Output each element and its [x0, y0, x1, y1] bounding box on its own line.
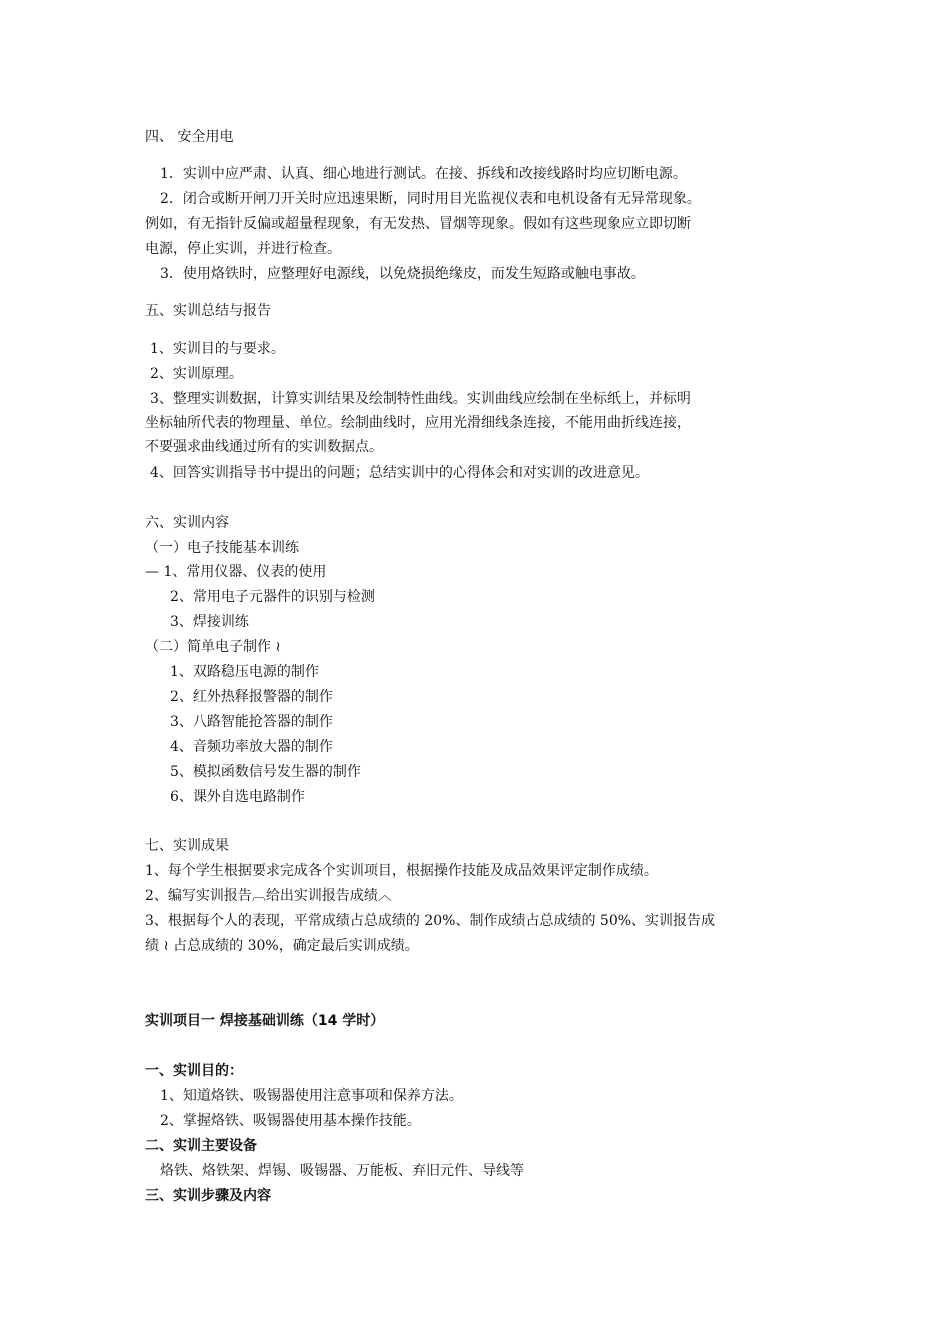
- section-7-item-3-cont: 绩 ≀ 占总成绩的 30%，确定最后实训成绩。: [145, 938, 419, 954]
- project-heading-2-text: 烙铁、烙铁架、焊锡、吸锡器、万能板、弃旧元件、导线等: [160, 1163, 524, 1179]
- section-6-group-2-item-1: 1、双路稳压电源的制作: [170, 664, 319, 680]
- section-6-group-2-item-6: 6、课外自选电路制作: [170, 789, 305, 805]
- project-title: 实训项目一 焊接基础训练（14 学时）: [145, 1013, 385, 1029]
- section-4-heading: 四、 安全用电: [145, 129, 234, 145]
- section-6-heading: 六、实训内容: [145, 515, 229, 531]
- project-heading-1-item-2: 2、掌握烙铁、吸锡器使用基本操作技能。: [160, 1113, 421, 1129]
- section-5-item-1: 1、实训目的与要求。: [150, 341, 285, 357]
- section-4-item-3: 3．使用烙铁时，应整理好电源线，以免烧损绝缘皮，而发生短路或触电事故。: [160, 266, 645, 282]
- section-6-group-2: （二）简单电子制作 ≀: [145, 639, 281, 655]
- section-5-heading: 五、实训总结与报告: [145, 303, 271, 319]
- section-5-item-4: 4、回答实训指导书中提出的问题；总结实训中的心得体会和对实训的改进意见。: [150, 465, 649, 481]
- section-5-item-3-cont: 不要强求曲线通过所有的实训数据点。: [145, 439, 383, 455]
- section-5-item-2: 2、实训原理。: [150, 366, 243, 382]
- section-7-item-1: 1、每个学生根据要求完成各个实训项目，根据操作技能及成品效果评定制作成绩。: [145, 863, 658, 879]
- section-6-group-2-item-2: 2、红外热释报警器的制作: [170, 689, 333, 705]
- section-6-group-1-item-3: 3、焊接训练: [170, 614, 249, 630]
- section-7-item-3: 3、根据每个人的表现，平常成绩占总成绩的 20%、制作成绩占总成绩的 50%、实训报告成: [145, 913, 716, 929]
- section-6-group-1: （一）电子技能基本训练: [145, 540, 299, 556]
- section-4-item-2-cont: 例如，有无指针反偏或超量程现象，有无发热、冒烟等现象。假如有这些现象应立即切断: [145, 216, 691, 232]
- project-heading-2: 二、实训主要设备: [145, 1138, 257, 1154]
- section-6-group-2-item-5: 5、模拟函数信号发生器的制作: [170, 764, 361, 780]
- section-7-heading: 七、实训成果: [145, 838, 229, 854]
- project-heading-1: 一、实训目的：: [145, 1063, 243, 1079]
- section-4-item-1: 1．实训中应严肃、认真、细心地进行测试。在接、拆线和改接线路时均应切断电源。: [160, 166, 687, 182]
- section-6-group-1-item-1: — 1、常用仪器、仪表的使用: [145, 564, 327, 580]
- section-7-item-2: 2、编写实训报告︹给出实训报告成绩︿: [145, 888, 392, 904]
- section-5-item-3: 3、整理实训数据，计算实训结果及绘制特性曲线。实训曲线应绘制在坐标纸上，并标明: [150, 391, 691, 407]
- section-6-group-2-item-4: 4、音频功率放大器的制作: [170, 739, 333, 755]
- section-6-group-2-item-3: 3、八路智能抢答器的制作: [170, 714, 333, 730]
- section-4-item-2: 2．闭合或断开闸刀开关时应迅速果断，同时用目光监视仪表和电机设备有无异常现象。: [160, 191, 701, 207]
- project-heading-3: 三、实训步骤及内容: [145, 1188, 271, 1204]
- section-4-item-2-cont: 电源，停止实训，并进行检查。: [145, 241, 341, 257]
- project-heading-1-item-1: 1、知道烙铁、吸锡器使用注意事项和保养方法。: [160, 1088, 463, 1104]
- section-6-group-1-item-2: 2、常用电子元器件的识别与检测: [170, 589, 375, 605]
- section-5-item-3-cont: 坐标轴所代表的物理量、单位。绘制曲线时，应用光滑细线条连接，不能用曲折线连接，: [145, 415, 691, 431]
